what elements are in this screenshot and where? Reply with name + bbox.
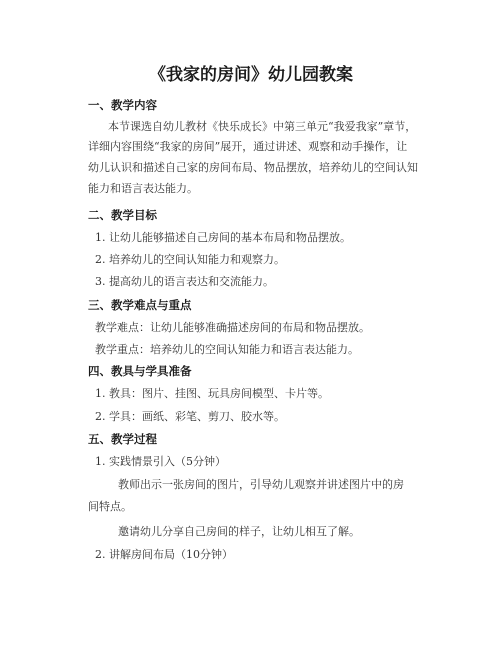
list-item: 2. 讲解房间布局（10分钟） [95, 548, 233, 561]
list-item: 1. 实践情景引入（5分钟） [95, 455, 226, 468]
paragraph-line: 教学重点：培养幼儿的空间认知能力和语言表达能力。 [95, 343, 359, 356]
paragraph-line: 本节课选自幼儿教材《快乐成长》中第三单元“我爱我家”章节， [108, 120, 417, 133]
list-item: 2. 学具：画纸、彩笔、剪刀、胶水等。 [95, 410, 285, 423]
section-heading-process: 五、教学过程 [88, 432, 157, 446]
page-title: 《我家的房间》幼儿园教案 [149, 65, 353, 85]
paragraph-line: 幼儿认识和描述自己家的房间布局、物品摆放，培养幼儿的空间认知 [88, 161, 418, 174]
section-heading-content: 一、教学内容 [88, 98, 157, 112]
list-item: 3. 提高幼儿的语言表达和交流能力。 [95, 275, 274, 288]
paragraph-line: 能力和语言表达能力。 [88, 182, 198, 195]
paragraph-line: 间特点。 [88, 500, 132, 513]
paragraph-line: 详细内容围绕“我家的房间”展开，通过讲述、观察和动手操作，让 [88, 140, 408, 153]
paragraph-line: 教学难点：让幼儿能够准确描述房间的布局和物品摆放。 [95, 321, 370, 334]
paragraph-line: 教师出示一张房间的图片，引导幼儿观察并讲述图片中的房 [118, 478, 404, 491]
section-heading-key-points: 三、教学难点与重点 [88, 298, 192, 312]
section-heading-materials: 四、教具与学具准备 [88, 364, 192, 378]
list-item: 1. 教具：图片、挂图、玩具房间模型、卡片等。 [95, 387, 329, 400]
paragraph-line: 邀请幼儿分享自己房间的样子，让幼儿相互了解。 [118, 525, 360, 538]
section-heading-objectives: 二、教学目标 [88, 208, 157, 222]
list-item: 1. 让幼儿能够描述自己房间的基本布局和物品摆放。 [95, 231, 351, 244]
list-item: 2. 培养幼儿的空间认知能力和观察力。 [95, 253, 285, 266]
